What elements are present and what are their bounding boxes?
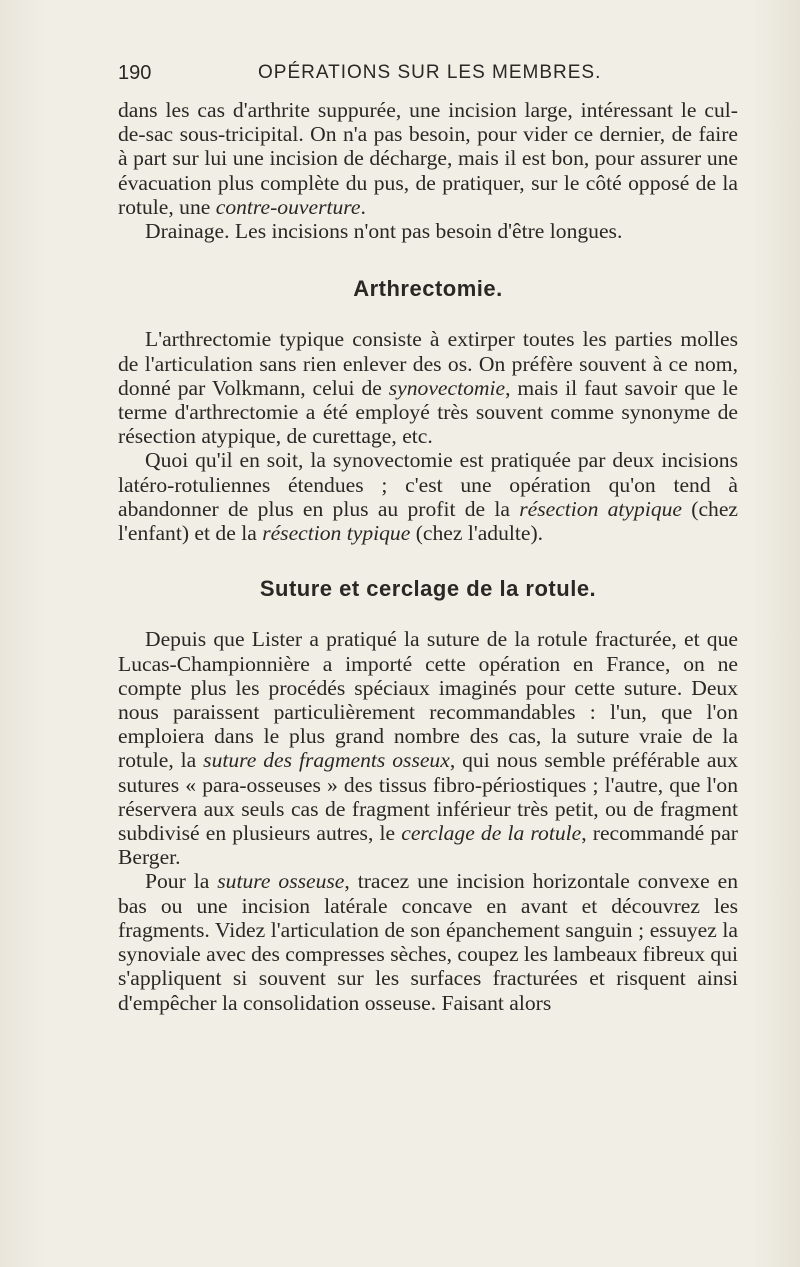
paragraph-text: , qui nous semble préférable aux sutures « para-osseuses » des tissus fibro-périostiques ; l'autre, que l'on réservera aux seuls cas de fragment inférieur très petit, ou de fragment subdivisé en plusieurs autres, le: [118, 748, 738, 846]
paragraph-text: Pour la: [145, 869, 218, 894]
italic-term: contre-ouverture: [215, 194, 361, 219]
paragraph-drainage: Drainage. Les incisions n'ont pas besoin d'être longues.: [145, 219, 623, 244]
paragraph-text: .: [360, 194, 366, 219]
italic-term: cerclage de la rotule: [401, 821, 582, 846]
italic-term: suture osseuse: [217, 869, 345, 894]
paragraph-text: , tracez une incision horizontale convexe en bas ou une incision latérale concave en avant et découvrez les fragments. Videz l'articulation de son épanchement sanguin ; essuyez la synoviale avec des compresses sèches, coupez les lambeaux fibreux qui s'appliquent si souvent sur les surfaces fracturées et risquent ainsi d'empêcher la consolidation osseuse. Faisant alors: [118, 869, 738, 1015]
paragraph-text: Quoi qu'il en soit, la synovectomie est pratiquée par deux incisions latéro-rotuliennes étendues ; c'est une opération qu'on tend à abandonner de plus en plus au profit de la: [118, 448, 738, 521]
paragraph-text: L'arthrectomie typique consiste à extirper toutes les parties molles de l'articulation sans rien enlever des os. On préfère souvent à ce nom, donné par Volkmann, celui de: [118, 327, 738, 400]
section-heading-suture: Suture et cerclage de la rotule.: [259, 576, 597, 602]
italic-term: résection typique: [262, 521, 411, 546]
page-header: [118, 58, 738, 88]
paragraph-lister: [118, 627, 738, 869]
paragraph-suture-osseuse: [118, 869, 738, 1014]
paragraph-text: (chez l'enfant) et de la: [118, 496, 739, 546]
paragraph-text: (chez l'adulte).: [410, 521, 544, 546]
paragraph-synovectomie: [118, 448, 738, 545]
italic-term: synovectomie: [388, 375, 506, 400]
paragraph-text: Depuis que Lister a pratiqué la suture de la rotule fracturée, et que Lucas-Championnière a importé cette opération en France, on ne compte plus les procédés spéciaux imaginés pour cette suture. Deux nous paraissent particulièrement recommandables : l'un, que l'on emploiera dans le plus grand nombre des cas, la suture vraie de la rotule, la: [118, 627, 738, 773]
paragraph-arthrectomie-typique: [118, 327, 738, 448]
italic-term: suture des fragments osseux: [203, 748, 450, 773]
page-body: [118, 98, 738, 1015]
paragraph-text: dans les cas d'arthrite suppurée, une incision large, intéressant le cul-de-sac sous-tricipital. On n'a pas besoin, pour vider ce dernier, de faire à part sur lui une incision de décharge, mais il est bon, pour assurer une évacuation plus complète du pus, de pratiquer, sur le côté opposé de la rotule, une: [118, 98, 738, 219]
paragraph-text: , recommandé par Berger.: [118, 821, 738, 870]
paragraph-arthrite: [118, 98, 738, 219]
section-heading-arthrectomie: Arthrectomie.: [353, 276, 503, 302]
italic-term: résection atypique: [519, 496, 682, 521]
paragraph-text: , mais il faut savoir que le terme d'arthrectomie a été employé très souvent comme synonyme de résection atypique, de curettage, etc.: [118, 375, 738, 449]
page-number: 190: [118, 62, 152, 84]
running-title: OPÉRATIONS SUR LES MEMBRES.: [258, 62, 602, 83]
